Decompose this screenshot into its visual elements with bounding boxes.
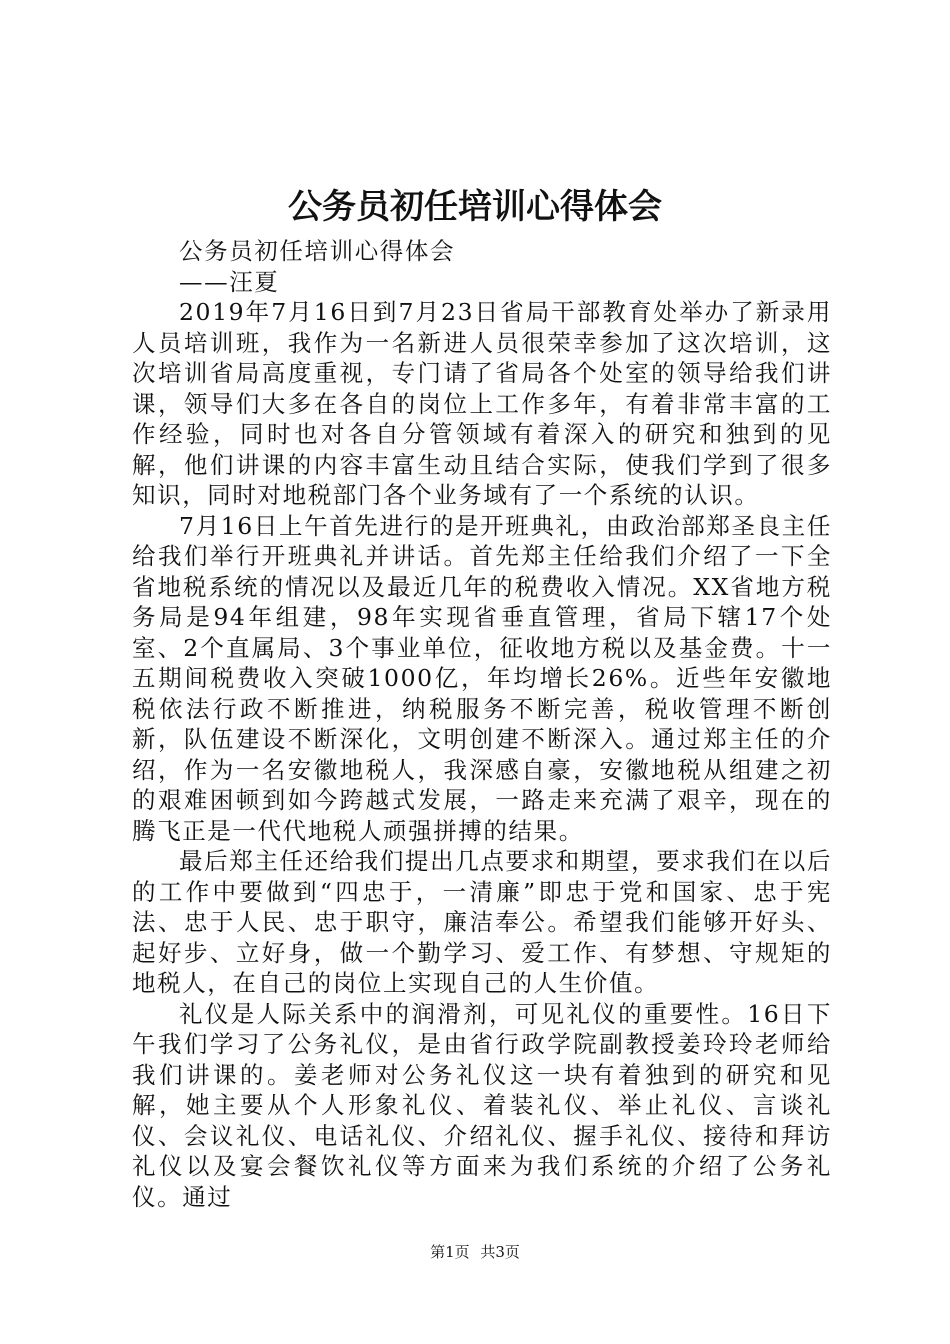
paragraph: 礼仪是人际关系中的润滑剂，可见礼仪的重要性。16日下午我们学习了公务礼仪，是由省行政学院副教授姜玲玲老师给我们讲课的。姜老师对公务礼仪这一块有着独到的研究和见解，她主要从个人形象礼仪、着装礼仪、举止礼仪、言谈礼仪、会议礼仪、电话礼仪、介绍礼仪、握手礼仪、接待和拜访礼仪以及宴会餐饮礼仪等方面来为我们系统的介绍了公务礼仪。通过 (132, 999, 832, 1211)
document-body (132, 236, 832, 1212)
subtitle-line: 公务员初任培训心得体会 (179, 237, 456, 265)
document-title: 公务员初任培训心得体会 (288, 187, 662, 227)
paragraph: 最后郑主任还给我们提出几点要求和期望，要求我们在以后的工作中要做到“四忠于，一清廉”即忠于党和国家、忠于宪法、忠于人民、忠于职守，廉洁奉公。希望我们能够开好头、起好步、立好身，做一个勤学习、爱工作、有梦想、守规矩的地税人，在自己的岗位上实现自己的人生价值。 (132, 847, 832, 997)
paragraph: 2019年7月16日到7月23日省局干部教育处举办了新录用人员培训班，我作为一名新进人员很荣幸参加了这次培训，这次培训省局高度重视，专门请了省局各个处室的领导给我们讲课，领导们大多在各自的岗位上工作多年，有着非常丰富的工作经验，同时也对各自分管领域有着深入的研究和独到的见解，他们讲课的内容丰富生动且结合实际，使我们学到了很多知识，同时对地税部门各个业务域有了一个系统的认识。 (132, 298, 832, 509)
page-footer (0, 1242, 950, 1262)
page-number: 第1页 (430, 1243, 470, 1261)
page-total: 共3页 (480, 1243, 520, 1261)
author-line: ——汪夏 (179, 267, 280, 296)
paragraph: 7月16日上午首先进行的是开班典礼，由政治部郑圣良主任给我们举行开班典礼并讲话。首先郑主任给我们介绍了一下全省地税系统的情况以及最近几年的税费收入情况。XX省地方税务局是94年组建，98年实现省垂直管理，省局下辖17个处室、2个直属局、3个事业单位，征收地方税以及基金费。十一五期间税费收入突破1000亿，年均增长26%。近些年安徽地税依法行政不断推进，纳税服务不断完善，税收管理不断创新，队伍建设不断深化，文明创建不断深入。通过郑主任的介绍，作为一名安徽地税人，我深感自豪，安徽地税从组建之初的艰难困顿到如今跨越式发展，一路走来充满了艰辛，现在的腾飞正是一代代地税人顽强拼搏的结果。 (132, 511, 832, 845)
